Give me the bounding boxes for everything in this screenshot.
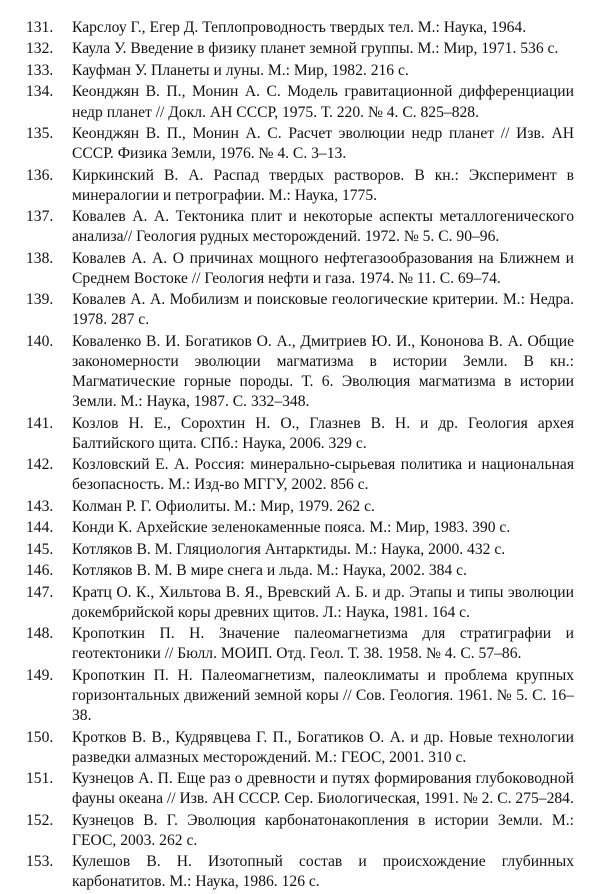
reference-text: Карслоу Г., Егер Д. Теплопроводность твердых тел. М.: Наука, 1964. [72,19,527,36]
reference-text: Козловский Е. А. Россия: минерально-сырьевая политика и национальная безопасность. М.: Изд-во МГГУ, 2002. 856 с. [72,456,574,494]
reference-entry [26,414,574,454]
reference-number: 136. [26,166,54,184]
reference-number: 141. [26,414,54,432]
reference-text: Ковалев А. А. Тектоника плит и некоторые аспекты металлогенического анализа// Геология рудных месторождений. 1972. № 5. С. 90–96. [72,208,574,246]
reference-number: 133. [26,61,54,79]
reference-number: 150. [26,728,54,746]
reference-number: 147. [26,583,54,601]
reference-number: 139. [26,291,54,309]
reference-number: 142. [26,456,54,474]
reference-number: 137. [26,208,54,226]
reference-text: Кротков В. В., Кудрявцева Г. П., Богатиков О. А. и др. Новые технологии разведки алмазных месторождений. М.: ГЕОС, 2001. 310 с. [72,728,574,766]
reference-number: 131. [26,19,54,36]
reference-number: 151. [26,770,54,788]
reference-number: 149. [26,666,54,684]
reference-text: Кузнецов А. П. Еще раз о древности и путях формирования глубоководной фауны океана // Изв. АН СССР. Сер. Биологическая, 1991. № 2. С. 275–284. [72,770,574,808]
reference-entry [26,666,574,726]
reference-text: Колман Р. Г. Офиолиты. М.: Мир, 1979. 262 с. [72,497,375,515]
reference-text: Кропоткин П. Н. Значение палеомагнетизма для стратиграфии и геотектоники // Бюлл. МОИП. Отд. Геол. Т. 38. 1958. № 4. С. 57–86. [72,625,574,663]
reference-entry [26,455,574,495]
reference-text: Киркинский В. А. Распад твердых растворов. В кн.: Эксперимент в минералогии и петрографии. М.: Наука, 1775. [72,166,574,204]
reference-text: Котляков В. М. В мире снега и льда. М.: Наука, 2002. 384 с. [72,562,467,580]
reference-text: Кузнецов В. Г. Эволюция карбонатонакопления в истории Земли. М.: ГЕОС, 2003. 262 с. [72,811,574,849]
reference-entry [26,18,574,38]
reference-entry [26,540,574,560]
reference-text: Котляков В. М. Гляциология Антарктиды. М.: Наука, 2000. 432 с. [72,540,506,558]
reference-entry [26,769,574,809]
reference-entry [26,124,574,164]
reference-number: 143. [26,497,54,515]
reference-text: Каула У. Введение в физику планет земной группы. М.: Мир, 1971. 536 с. [72,40,559,58]
reference-text: Кратц О. К., Хильтова В. Я., Вревский А. Б. и др. Этапы и типы эволюции докембрийской коры древних щитов. Л.: Наука, 1981. 164 с. [72,583,574,621]
reference-number: 134. [26,83,54,101]
reference-entry [26,249,574,289]
reference-entry [26,207,574,247]
reference-entry [26,82,574,122]
reference-list [26,18,574,894]
reference-text: Кауфман У. Планеты и луны. М.: Мир, 1982. 216 с. [72,61,409,79]
reference-text: Конди К. Архейские зеленокаменные пояса. М.: Мир, 1983. 390 с. [72,519,511,537]
reference-entry [26,518,574,538]
reference-number: 152. [26,811,54,829]
reference-number: 135. [26,125,54,143]
reference-number: 140. [26,332,54,350]
reference-number: 145. [26,540,54,558]
reference-entry [26,811,574,851]
reference-entry [26,561,574,581]
reference-entry [26,290,574,330]
reference-number: 138. [26,249,54,267]
reference-text: Козлов Н. Е., Сорохтин Н. О., Глазнев В. Н. и др. Геология архея Балтийского щита. СПб.: Наука, 2006. 329 с. [72,414,574,452]
reference-text: Кеонджян В. П., Монин А. С. Расчет эволюции недр планет // Изв. АН СССР. Физика Земли, 1976. № 4. С. 3–13. [72,125,574,163]
reference-text: Кулешов В. Н. Изотопный состав и происхождение глубинных карбонатитов. М.: Наука, 1986. 126 с. [72,853,574,891]
reference-entry [26,39,574,59]
reference-entry [26,166,574,206]
reference-text: Коваленко В. И. Богатиков О. А., Дмитриев Ю. И., Кононова В. А. Общие закономерности эволюции магматизма в истории Земли. В кн.: Магматические горные породы. Т. 6. Эволюция магматизма в истории Земли. М.: Наука, 1987. С. 332–348. [72,332,574,411]
reference-number: 132. [26,40,54,58]
reference-entry [26,332,574,412]
reference-entry [26,61,574,81]
reference-number: 146. [26,562,54,580]
reference-number: 153. [26,853,54,871]
reference-entry [26,852,574,892]
reference-number: 144. [26,519,54,537]
reference-text: Ковалев А. А. О причинах мощного нефтегазообразования на Ближнем и Среднем Востоке // Геология нефти и газа. 1974. № 11. С. 69–74. [72,249,574,287]
reference-text: Кропоткин П. Н. Палеомагнетизм, палеоклиматы и проблема крупных горизонтальных движений земной коры // Сов. Геология. 1961. № 5. С. 16–38. [72,666,574,725]
reference-text: Кеонджян В. П., Монин А. С. Модель гравитационной дифференциации недр планет // Докл. АН СССР, 1975. Т. 220. № 4. С. 825–828. [72,83,574,121]
reference-entry [26,583,574,623]
reference-entry [26,728,574,768]
reference-entry [26,624,574,664]
reference-entry [26,497,574,517]
reference-number: 148. [26,625,54,643]
reference-text: Ковалев А. А. Мобилизм и поисковые геологические критерии. М.: Недра. 1978. 287 с. [72,291,574,329]
